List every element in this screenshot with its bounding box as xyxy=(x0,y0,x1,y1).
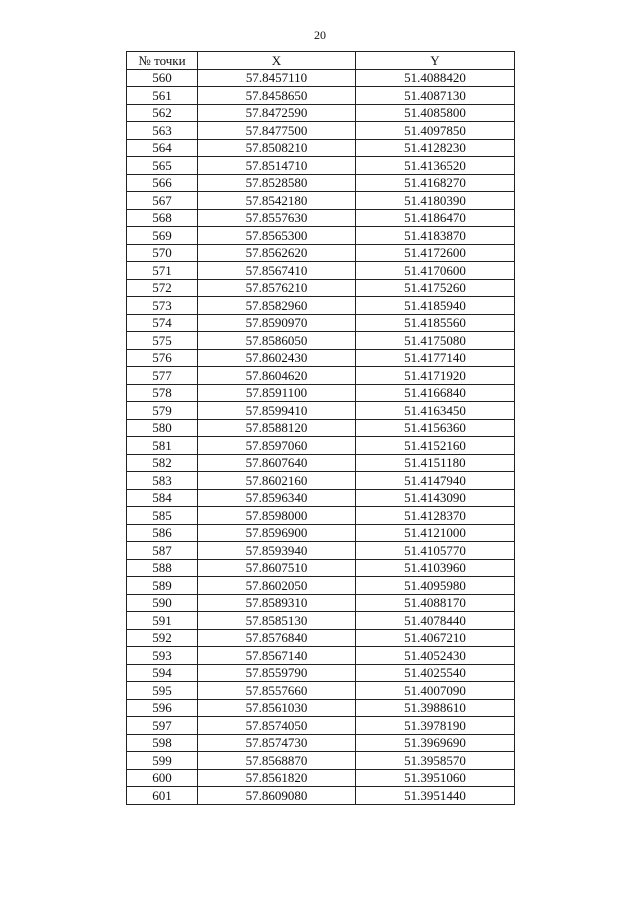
cell-point-number: 589 xyxy=(127,577,198,595)
cell-x: 57.8567140 xyxy=(198,647,356,665)
table-row xyxy=(127,384,515,402)
cell-point-number: 582 xyxy=(127,454,198,472)
table-row xyxy=(127,647,515,665)
table-row xyxy=(127,612,515,630)
cell-point-number: 568 xyxy=(127,209,198,227)
cell-point-number: 564 xyxy=(127,139,198,157)
cell-x: 57.8458650 xyxy=(198,87,356,105)
cell-y: 51.4147940 xyxy=(356,472,515,490)
table-row xyxy=(127,209,515,227)
table-row xyxy=(127,279,515,297)
cell-y: 51.4088420 xyxy=(356,69,515,87)
cell-y: 51.4185560 xyxy=(356,314,515,332)
cell-x: 57.8609080 xyxy=(198,787,356,805)
cell-x: 57.8590970 xyxy=(198,314,356,332)
cell-x: 57.8568870 xyxy=(198,752,356,770)
cell-x: 57.8591100 xyxy=(198,384,356,402)
cell-point-number: 595 xyxy=(127,682,198,700)
header-y: Y xyxy=(356,52,515,70)
cell-x: 57.8457110 xyxy=(198,69,356,87)
cell-y: 51.4183870 xyxy=(356,227,515,245)
cell-point-number: 569 xyxy=(127,227,198,245)
cell-x: 57.8576210 xyxy=(198,279,356,297)
cell-point-number: 598 xyxy=(127,734,198,752)
cell-x: 57.8593940 xyxy=(198,542,356,560)
cell-point-number: 585 xyxy=(127,507,198,525)
cell-point-number: 599 xyxy=(127,752,198,770)
cell-y: 51.4175080 xyxy=(356,332,515,350)
cell-x: 57.8542180 xyxy=(198,192,356,210)
table-row xyxy=(127,157,515,175)
cell-y: 51.4097850 xyxy=(356,122,515,140)
cell-point-number: 583 xyxy=(127,472,198,490)
table-row xyxy=(127,192,515,210)
cell-x: 57.8576840 xyxy=(198,629,356,647)
cell-point-number: 567 xyxy=(127,192,198,210)
table-row xyxy=(127,69,515,87)
cell-y: 51.3978190 xyxy=(356,717,515,735)
cell-y: 51.4128230 xyxy=(356,139,515,157)
cell-point-number: 571 xyxy=(127,262,198,280)
cell-y: 51.4151180 xyxy=(356,454,515,472)
cell-y: 51.4095980 xyxy=(356,577,515,595)
table-row xyxy=(127,734,515,752)
table-row xyxy=(127,717,515,735)
cell-y: 51.4185940 xyxy=(356,297,515,315)
cell-point-number: 578 xyxy=(127,384,198,402)
table-row xyxy=(127,104,515,122)
cell-x: 57.8607640 xyxy=(198,454,356,472)
cell-x: 57.8598000 xyxy=(198,507,356,525)
cell-y: 51.4186470 xyxy=(356,209,515,227)
table-header-row xyxy=(127,52,515,70)
cell-x: 57.8574730 xyxy=(198,734,356,752)
cell-x: 57.8562620 xyxy=(198,244,356,262)
cell-x: 57.8597060 xyxy=(198,437,356,455)
cell-x: 57.8561030 xyxy=(198,699,356,717)
cell-x: 57.8508210 xyxy=(198,139,356,157)
cell-point-number: 566 xyxy=(127,174,198,192)
cell-y: 51.4025540 xyxy=(356,664,515,682)
cell-x: 57.8589310 xyxy=(198,594,356,612)
cell-y: 51.4007090 xyxy=(356,682,515,700)
cell-x: 57.8588120 xyxy=(198,419,356,437)
cell-y: 51.4078440 xyxy=(356,612,515,630)
cell-x: 57.8602160 xyxy=(198,472,356,490)
cell-x: 57.8528580 xyxy=(198,174,356,192)
table-row xyxy=(127,314,515,332)
cell-x: 57.8557660 xyxy=(198,682,356,700)
cell-point-number: 579 xyxy=(127,402,198,420)
cell-y: 51.4087130 xyxy=(356,87,515,105)
cell-x: 57.8557630 xyxy=(198,209,356,227)
cell-x: 57.8472590 xyxy=(198,104,356,122)
table-row xyxy=(127,402,515,420)
cell-point-number: 561 xyxy=(127,87,198,105)
cell-point-number: 580 xyxy=(127,419,198,437)
cell-x: 57.8582960 xyxy=(198,297,356,315)
cell-point-number: 593 xyxy=(127,647,198,665)
cell-y: 51.4170600 xyxy=(356,262,515,280)
table-row xyxy=(127,769,515,787)
cell-point-number: 594 xyxy=(127,664,198,682)
cell-y: 51.4085800 xyxy=(356,104,515,122)
cell-y: 51.4105770 xyxy=(356,542,515,560)
cell-x: 57.8585130 xyxy=(198,612,356,630)
header-x: X xyxy=(198,52,356,70)
cell-x: 57.8561820 xyxy=(198,769,356,787)
cell-y: 51.4067210 xyxy=(356,629,515,647)
cell-y: 51.3958570 xyxy=(356,752,515,770)
table-row xyxy=(127,699,515,717)
cell-y: 51.4177140 xyxy=(356,349,515,367)
cell-y: 51.4180390 xyxy=(356,192,515,210)
table-row xyxy=(127,664,515,682)
cell-point-number: 575 xyxy=(127,332,198,350)
cell-y: 51.4152160 xyxy=(356,437,515,455)
table-row xyxy=(127,454,515,472)
cell-x: 57.8604620 xyxy=(198,367,356,385)
table-row xyxy=(127,122,515,140)
table-row xyxy=(127,507,515,525)
table-row xyxy=(127,332,515,350)
cell-y: 51.4172600 xyxy=(356,244,515,262)
cell-y: 51.4103960 xyxy=(356,559,515,577)
cell-point-number: 591 xyxy=(127,612,198,630)
cell-x: 57.8477500 xyxy=(198,122,356,140)
cell-point-number: 596 xyxy=(127,699,198,717)
cell-point-number: 574 xyxy=(127,314,198,332)
table-row xyxy=(127,419,515,437)
page-number: 20 xyxy=(314,28,326,42)
cell-x: 57.8567410 xyxy=(198,262,356,280)
table-row xyxy=(127,489,515,507)
cell-point-number: 577 xyxy=(127,367,198,385)
cell-point-number: 581 xyxy=(127,437,198,455)
header-point-number: № точки xyxy=(127,52,198,70)
table-row xyxy=(127,594,515,612)
cell-y: 51.4168270 xyxy=(356,174,515,192)
table-row xyxy=(127,367,515,385)
cell-x: 57.8586050 xyxy=(198,332,356,350)
cell-point-number: 587 xyxy=(127,542,198,560)
cell-x: 57.8599410 xyxy=(198,402,356,420)
table-row xyxy=(127,577,515,595)
table-row xyxy=(127,682,515,700)
cell-point-number: 597 xyxy=(127,717,198,735)
cell-point-number: 562 xyxy=(127,104,198,122)
cell-point-number: 584 xyxy=(127,489,198,507)
coordinates-table xyxy=(126,51,515,805)
cell-x: 57.8574050 xyxy=(198,717,356,735)
cell-point-number: 590 xyxy=(127,594,198,612)
table-row xyxy=(127,472,515,490)
cell-y: 51.4166840 xyxy=(356,384,515,402)
cell-point-number: 565 xyxy=(127,157,198,175)
table-row xyxy=(127,139,515,157)
cell-point-number: 563 xyxy=(127,122,198,140)
table-row xyxy=(127,629,515,647)
cell-point-number: 586 xyxy=(127,524,198,542)
table-row xyxy=(127,227,515,245)
cell-x: 57.8514710 xyxy=(198,157,356,175)
table-row xyxy=(127,174,515,192)
cell-point-number: 600 xyxy=(127,769,198,787)
cell-y: 51.3988610 xyxy=(356,699,515,717)
cell-y: 51.4171920 xyxy=(356,367,515,385)
table-row xyxy=(127,87,515,105)
table-body xyxy=(127,69,515,804)
cell-y: 51.3969690 xyxy=(356,734,515,752)
cell-y: 51.4088170 xyxy=(356,594,515,612)
cell-y: 51.4128370 xyxy=(356,507,515,525)
cell-x: 57.8596340 xyxy=(198,489,356,507)
cell-y: 51.3951060 xyxy=(356,769,515,787)
table-row xyxy=(127,542,515,560)
cell-x: 57.8602430 xyxy=(198,349,356,367)
table-row xyxy=(127,787,515,805)
table-row xyxy=(127,349,515,367)
table-row xyxy=(127,524,515,542)
cell-x: 57.8607510 xyxy=(198,559,356,577)
table-row xyxy=(127,752,515,770)
table-row xyxy=(127,437,515,455)
cell-y: 51.4052430 xyxy=(356,647,515,665)
cell-point-number: 570 xyxy=(127,244,198,262)
cell-y: 51.3951440 xyxy=(356,787,515,805)
cell-point-number: 573 xyxy=(127,297,198,315)
table-row xyxy=(127,559,515,577)
table-row xyxy=(127,262,515,280)
cell-y: 51.4136520 xyxy=(356,157,515,175)
cell-x: 57.8559790 xyxy=(198,664,356,682)
cell-point-number: 592 xyxy=(127,629,198,647)
cell-point-number: 560 xyxy=(127,69,198,87)
cell-y: 51.4163450 xyxy=(356,402,515,420)
cell-point-number: 601 xyxy=(127,787,198,805)
cell-y: 51.4143090 xyxy=(356,489,515,507)
cell-x: 57.8596900 xyxy=(198,524,356,542)
table-row xyxy=(127,244,515,262)
cell-point-number: 588 xyxy=(127,559,198,577)
cell-x: 57.8565300 xyxy=(198,227,356,245)
cell-y: 51.4175260 xyxy=(356,279,515,297)
cell-x: 57.8602050 xyxy=(198,577,356,595)
cell-point-number: 576 xyxy=(127,349,198,367)
cell-point-number: 572 xyxy=(127,279,198,297)
cell-y: 51.4156360 xyxy=(356,419,515,437)
table-row xyxy=(127,297,515,315)
cell-y: 51.4121000 xyxy=(356,524,515,542)
